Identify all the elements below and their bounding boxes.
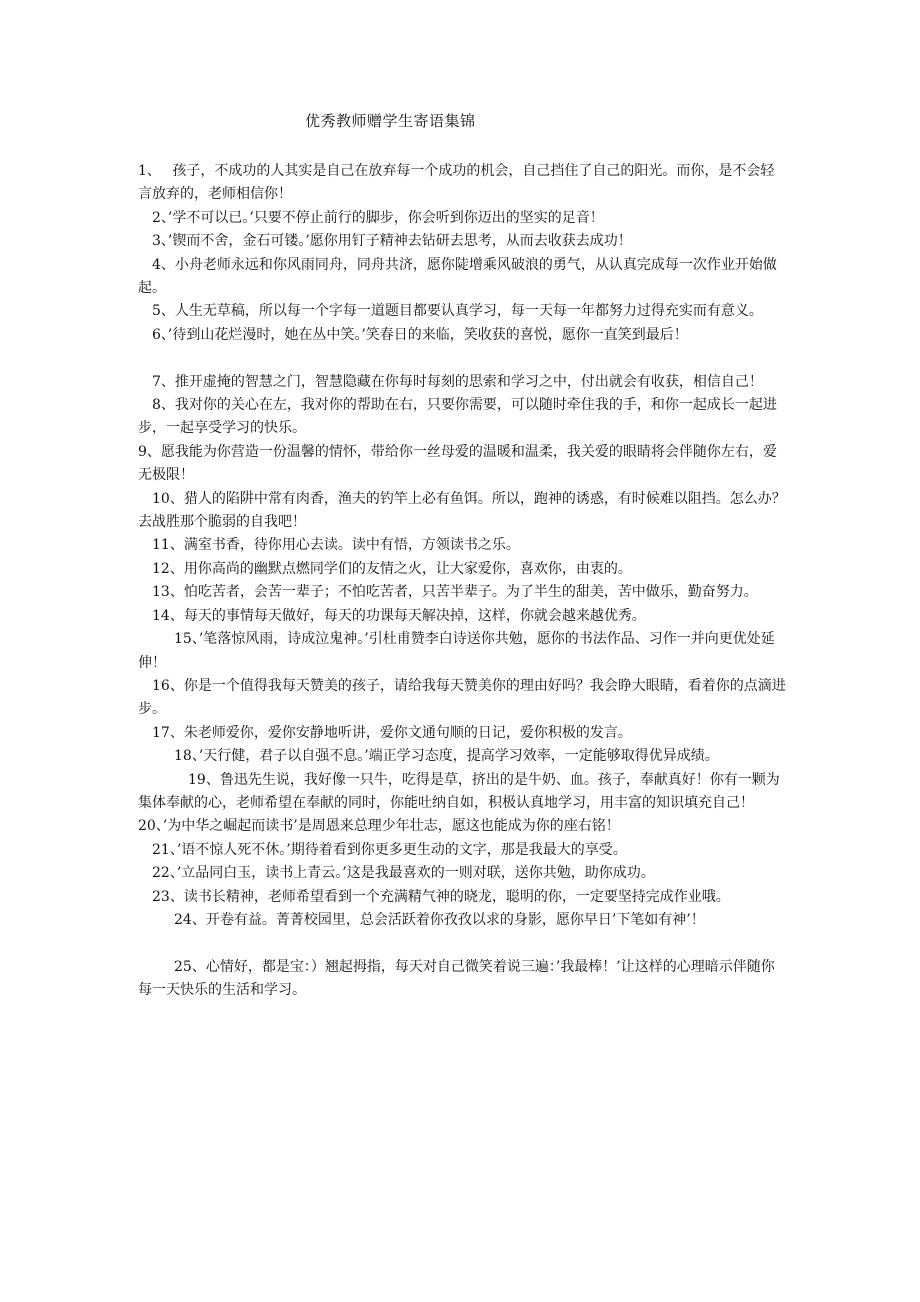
paragraph-5: 5、人生无草稿，所以每一个字每一道题目都要认真学习，每一天每一年都努力过得充实而有意义。 [152,303,763,320]
paragraph-16: 16、你是一个值得我每天赞美的孩子，请给我每天赞美你的理由好吗？我会睁大眼睛，看着你的点滴进步。 [138,677,786,718]
blank-line [138,932,788,955]
paragraph-2: 2、’学不可以已。’只要不停止前行的脚步，你会听到你迈出的坚实的足音！ [152,209,604,226]
paragraph-12: 12、用你高尚的幽默点燃同学们的友情之火，让大家爱你，喜欢你，由衷的。 [152,560,632,577]
paragraph-19: 19、鲁迅先生说，我好像一只牛，吃得是草，挤出的是牛奶、血。孩子，奉献真好！你有一颗为集体奉献的心，老师希望在奉献的同时，你能吐纳自如，积极认真地学习，用丰富的知识填充自己！ [138,771,780,811]
paragraph-7: 7、推开虚掩的智慧之门，智慧隐藏在你每时每刻的思索和学习之中，付出就会有收获，相信自己！ [152,373,763,390]
paragraph-13: 13、怕吃苦者，会苦一辈子；不怕吃苦者，只苦半辈子。为了半生的甜美，苦中做乐，勤奋努力。 [152,584,758,601]
paragraph-18: 18、’天行健，君子以自强不息。’端正学习态度，提高学习效率，一定能够取得优异成绩。 [174,748,719,765]
paragraph-17: 17、朱老师爱你，爱你安静地听讲，爱你文通句顺的日记，爱你积极的发言。 [152,724,632,741]
paragraph-1: 1、 孩子，不成功的人其实是自己在放弃每一个成功的机会，自己挡住了自己的阳光。而你，是不会轻言放弃的，老师相信你！ [138,163,775,203]
document-title: 优秀教师赠学生寄语集锦 [305,112,476,130]
paragraph-14: 14、每天的事情每天做好，每天的功课每天解决掉，这样，你就会越来越优秀。 [152,607,646,624]
paragraph-20: 20、’为中华之崛起而读书’是周恩来总理少年壮志，愿这也能成为你的座右铭！ [138,818,620,835]
document-body [138,160,788,1003]
paragraph-25: 25、心情好，都是宝：）翘起拇指，每天对自己微笑着说三遍：’我最棒！’让这样的心理暗示伴随你每一天快乐的生活和学习。 [138,958,775,999]
paragraph-10: 10、猎人的陷阱中常有肉香，渔夫的钓竿上必有鱼饵。所以，跑神的诱惑，有时候难以阻挡。怎么办？去战胜那个脆弱的自我吧！ [138,490,786,531]
paragraph-15: 15、’笔落惊风雨，诗成泣鬼神。’引杜甫赞李白诗送你共勉，愿你的书法作品、习作一并向更优处延伸！ [138,631,775,671]
paragraph-11: 11、满室书香，待你用心去读。读中有悟，方领读书之乐。 [152,537,520,554]
paragraph-3: 3、’锲而不舍，金石可镂。’愿你用钉子精神去钻研去思考，从而去收获去成功！ [152,233,632,250]
paragraph-23: 23、读书长精神，老师希望看到一个充满精气神的晓龙，聪明的你，一定要坚持完成作业哦。 [152,888,730,905]
paragraph-4: 4、小舟老师永远和你风雨同舟，同舟共济，愿你陡增乘风破浪的勇气，从认真完成每一次作业开始做起。 [138,256,777,297]
blank-line [138,347,788,370]
paragraph-9: 9、愿我能为你营造一份温馨的情怀，带给你一丝母爱的温暖和温柔，我关爱的眼睛将会伴随你左右，爱无极限！ [138,443,777,484]
paragraph-6: 6、’待到山花烂漫时，她在丛中笑。’笑春日的来临，笑收获的喜悦，愿你一直笑到最后！ [152,326,688,343]
paragraph-24: 24、开卷有益。菁菁校园里，总会活跃着你孜孜以求的身影，愿你早日’下笔如有神’！ [174,911,705,928]
paragraph-8: 8、我对你的关心在左，我对你的帮助在右，只要你需要，可以随时牵住我的手，和你一起成长一起进步，一起享受学习的快乐。 [138,397,777,437]
paragraph-21: 21、’语不惊人死不休。’期待着看到你更多更生动的文字，那是我最大的享受。 [152,841,627,858]
paragraph-22: 22、’立品同白玉，读书上青云。’这是我最喜欢的一则对联，送你共勉，助你成功。 [152,865,655,882]
